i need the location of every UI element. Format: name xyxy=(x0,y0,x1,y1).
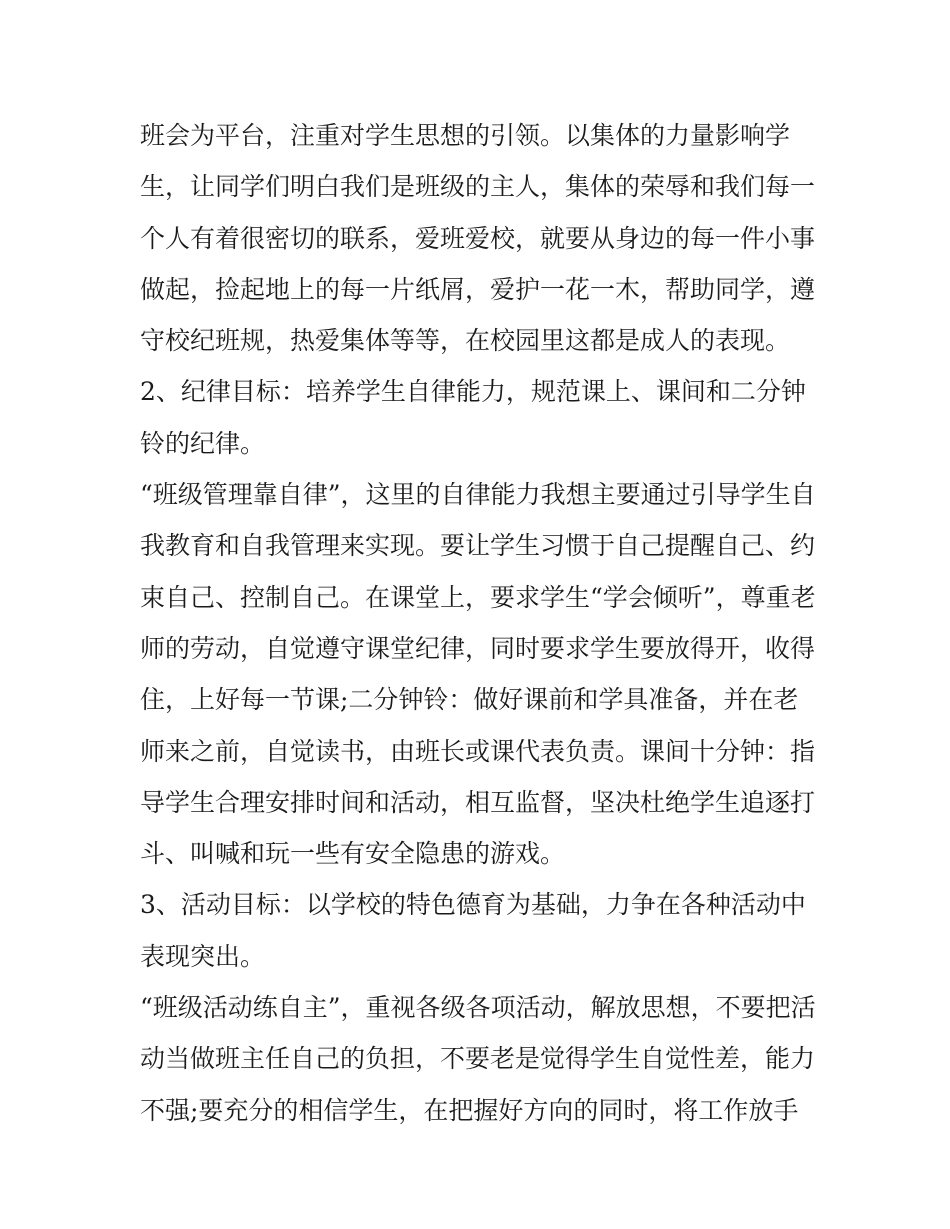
section-heading-activity-cont: 表现突出。 xyxy=(140,941,266,971)
text-line: 导学生合理安排时间和活动，相互监督，坚决杜绝学生追逐打 xyxy=(140,787,816,817)
section-heading-discipline: 2、纪律目标：培养学生自律能力，规范课上、课间和二分钟 xyxy=(140,377,806,407)
text-line: 师的劳动，自觉遵守课堂纪律，同时要求学生要放得开，收得 xyxy=(140,633,816,663)
section-heading-activity: 3、活动目标：以学校的特色德育为基础，力争在各种活动中 xyxy=(140,890,806,920)
section-heading-discipline-cont: 铃的纪律。 xyxy=(140,428,266,458)
text-line: 个人有着很密切的联系，爱班爱校，就要从身边的每一件小事 xyxy=(140,223,816,253)
text-line: 不强;要充分的相信学生，在把握好方向的同时，将工作放手 xyxy=(140,1095,799,1125)
body-text xyxy=(140,110,820,1136)
text-line: 班会为平台，注重对学生思想的引领。以集体的力量影响学 xyxy=(140,121,791,150)
text-line: “班级管理靠自律”，这里的自律能力我想主要通过引导学生自 xyxy=(140,480,816,510)
text-line: 生，让同学们明白我们是班级的主人，集体的荣辱和我们每一 xyxy=(140,172,816,202)
text-line: 束自己、控制自己。在课堂上，要求学生“学会倾听”，尊重老 xyxy=(140,582,816,612)
text-line: 我教育和自我管理来实现。要让学生习惯于自己提醒自己、约 xyxy=(140,531,816,561)
text-line: 做起，捡起地上的每一片纸屑，爱护一花一木，帮助同学，遵 xyxy=(140,274,816,304)
text-line: 动当做班主任自己的负担，不要老是觉得学生自觉性差，能力 xyxy=(140,1044,816,1074)
text-line: 斗、叫喊和玩一些有安全隐患的游戏。 xyxy=(140,839,566,869)
text-line: 守校纪班规，热爱集体等等，在校园里这都是成人的表现。 xyxy=(140,326,791,356)
text-line: 师来之前，自觉读书，由班长或课代表负责。课间十分钟：指 xyxy=(140,736,816,766)
text-line: 住，上好每一节课;二分钟铃：做好课前和学具准备，并在老 xyxy=(140,685,799,715)
text-line: “班级活动练自主”，重视各级各项活动，解放思想，不要把活 xyxy=(140,993,816,1023)
